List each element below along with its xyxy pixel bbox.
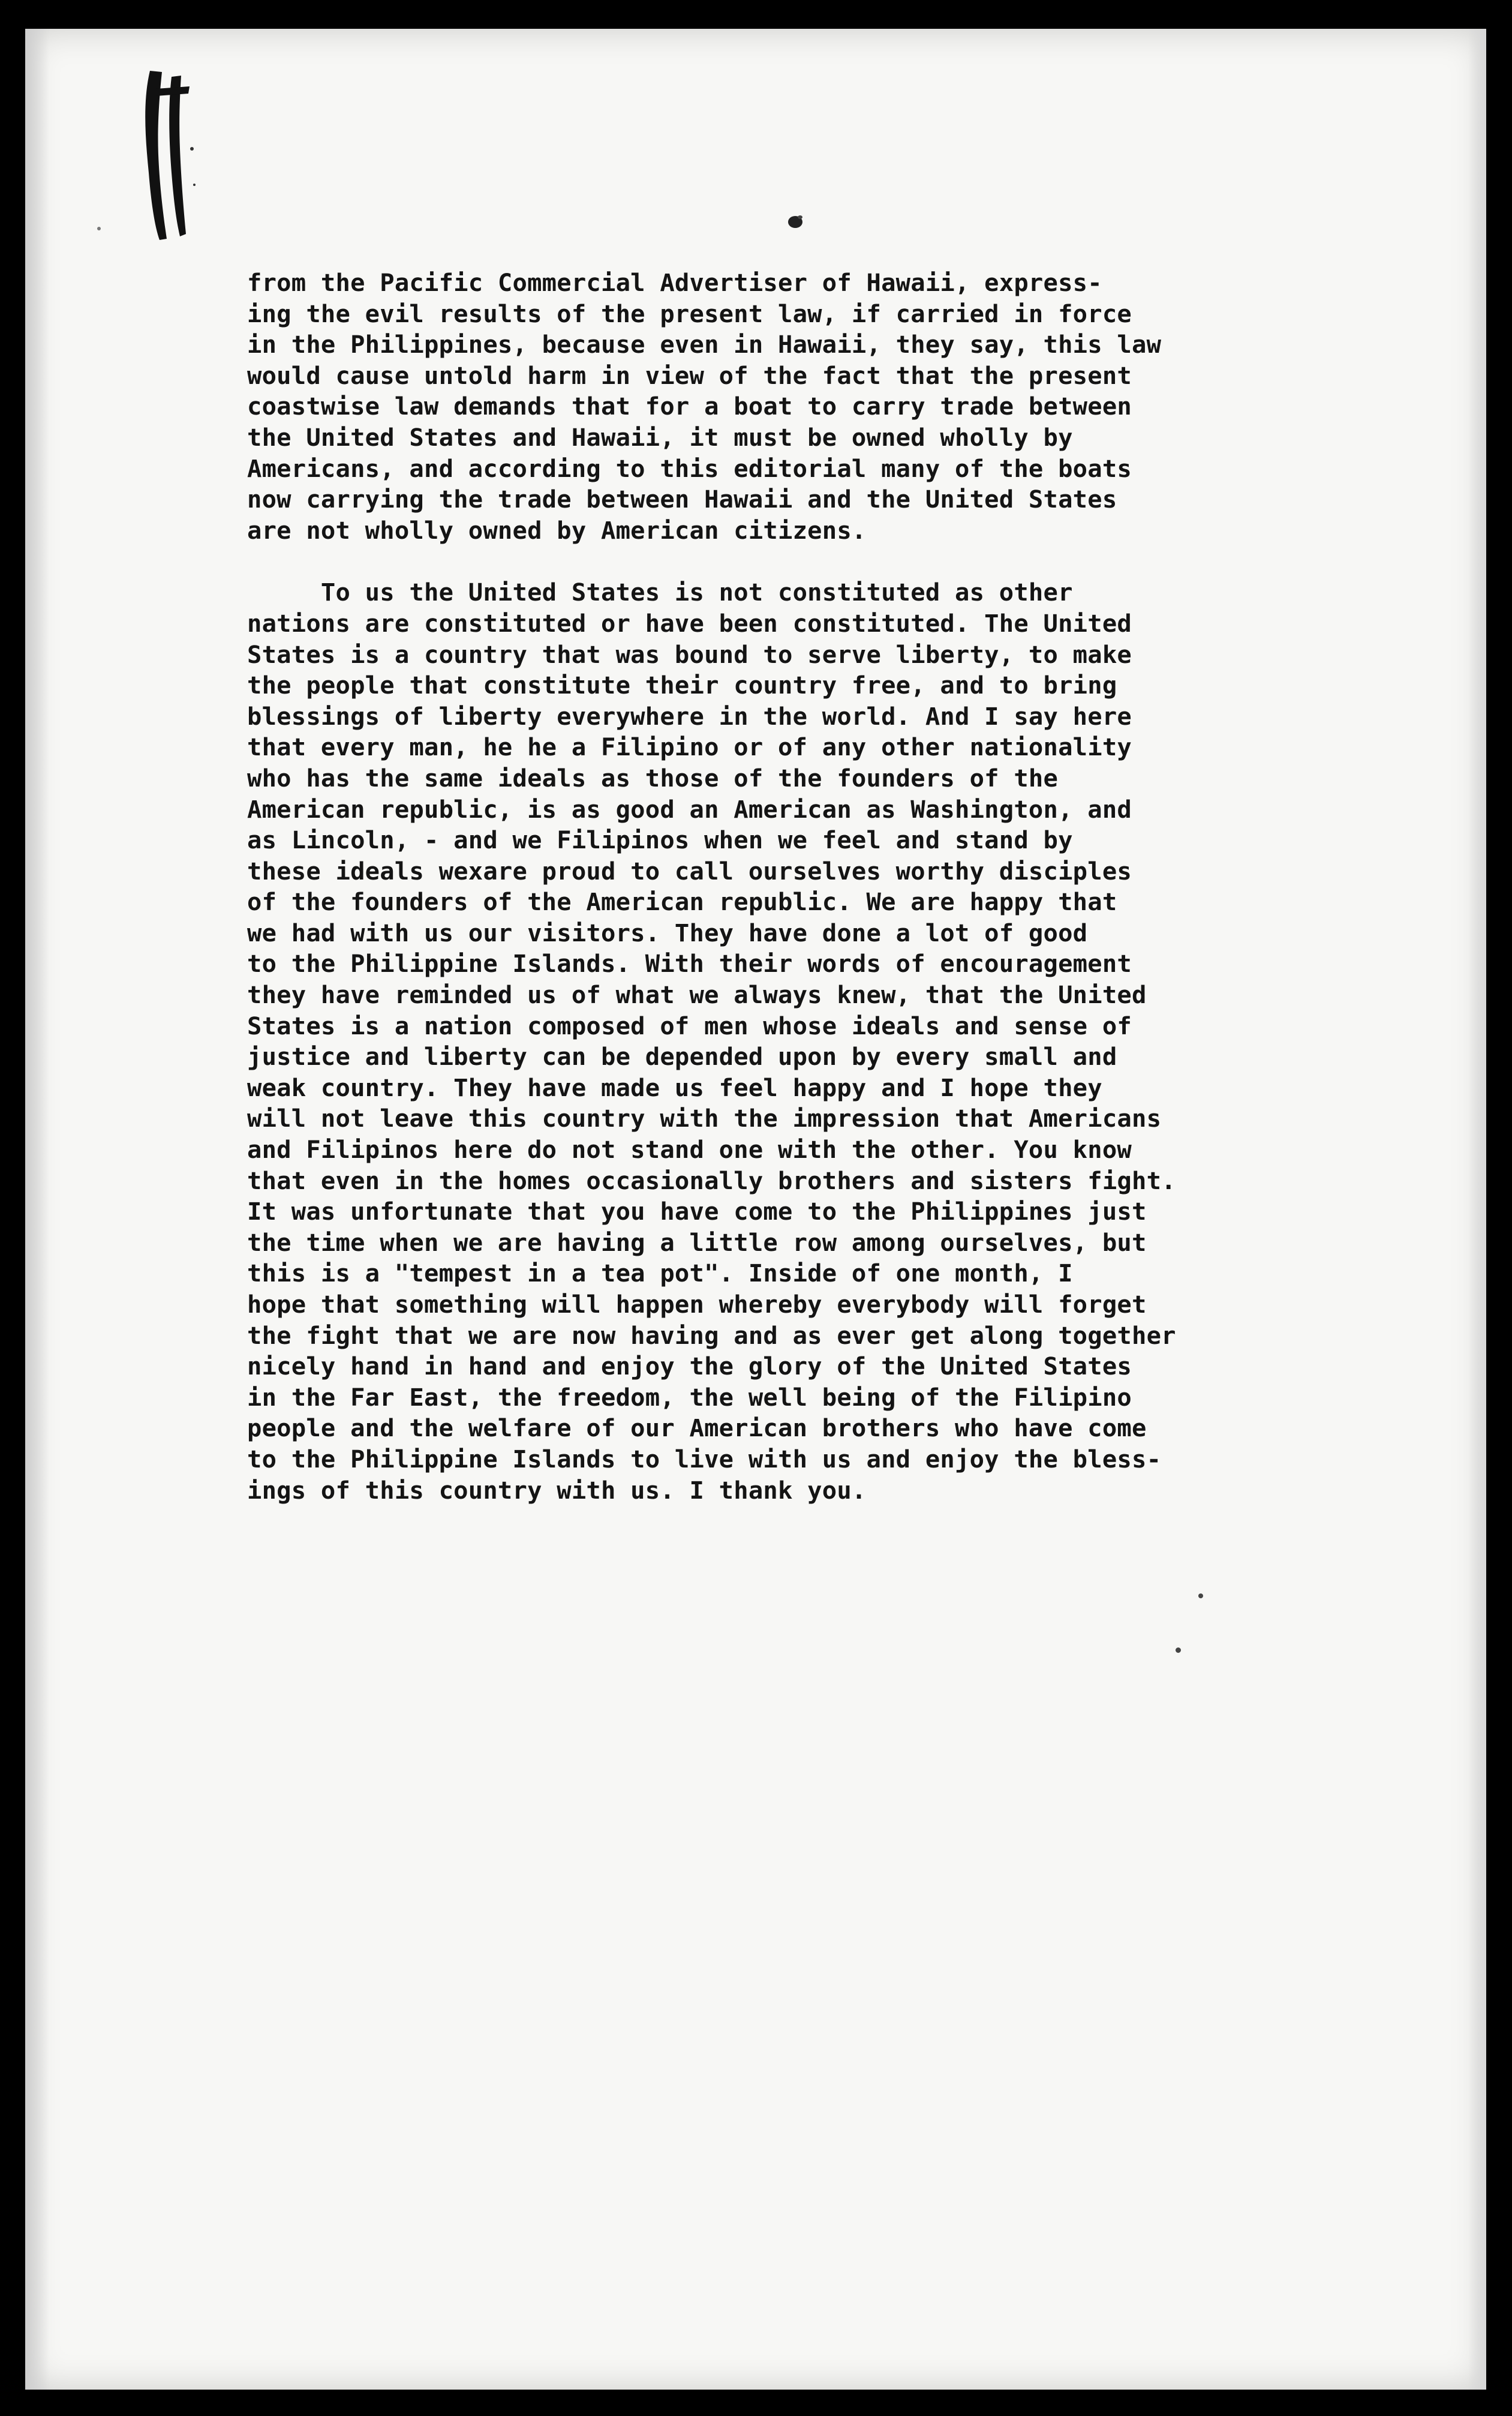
text-line: ings of this country with us. I thank you. (247, 1475, 867, 1505)
text-line: in the Philippines, because even in Hawaii, they say, this law (247, 330, 1162, 359)
paragraph (247, 577, 1441, 1506)
text-line: hope that something will happen whereby everybody will forget (247, 1290, 1147, 1319)
text-line: weak country. They have made us feel happy and I hope they (247, 1073, 1102, 1102)
text-line: that every man, he he a Filipino or of any other nationality (247, 733, 1132, 762)
text-line: nicely hand in hand and enjoy the glory of the United States (247, 1352, 1132, 1381)
text-line: States is a nation composed of men whose ideals and sense of (247, 1011, 1132, 1040)
ink-speck (1198, 1593, 1203, 1598)
text-line: blessings of liberty everywhere in the world. And I say here (247, 701, 1132, 731)
text-line: States is a country that was bound to serve liberty, to make (247, 640, 1132, 669)
document-page (25, 29, 1486, 2390)
text-line: would cause untold harm in view of the fact that the present (247, 361, 1132, 390)
text-line: this is a "tempest in a tea pot". Inside of one month, I (247, 1259, 1073, 1288)
paragraph-gap (247, 546, 1441, 577)
text-line: from the Pacific Commercial Advertiser of Hawaii, express- (247, 268, 1102, 297)
text-line: It was unfortunate that you have come to the Philippines just (247, 1197, 1147, 1226)
text-line: who has the same ideals as those of the founders of the (247, 763, 1059, 793)
ink-speck (1176, 1647, 1181, 1653)
text-line: ing the evil results of the present law, if carried in force (247, 299, 1132, 328)
text-line: the United States and Hawaii, it must be owned wholly by (247, 422, 1073, 452)
text-line: now carrying the trade between Hawaii and the United States (247, 485, 1117, 514)
text-line: nations are constituted or have been constituted. The United (247, 608, 1132, 638)
text-line: that even in the homes occasionally brothers and sisters fight. (247, 1166, 1176, 1195)
text-line: the fight that we are now having and as ever get along together (247, 1320, 1176, 1350)
text-line: the time when we are having a little row among ourselves, but (247, 1227, 1147, 1257)
ink-speck (97, 227, 101, 230)
text-line: will not leave this country with the impression that Americans (247, 1104, 1162, 1133)
page-edge-shadow-left (25, 29, 49, 2390)
text-line: we had with us our visitors. They have done a lot of good (247, 918, 1088, 947)
binding-clip-mark (132, 65, 198, 245)
text-line: of the founders of the American republic. We are happy that (247, 887, 1117, 917)
text-line: people and the welfare of our American brothers who have come (247, 1413, 1147, 1443)
text-line: as Lincoln, - and we Filipinos when we feel and stand by (247, 826, 1073, 855)
text-line: to the Philippine Islands to live with us and enjoy the bless- (247, 1444, 1162, 1473)
text-line: To us the United States is not constituted as other (247, 578, 1073, 607)
text-line: to the Philippine Islands. With their words of encouragement (247, 949, 1132, 979)
text-line: in the Far East, the freedom, the well being of the Filipino (247, 1382, 1132, 1412)
page-edge-shadow-right (1468, 29, 1486, 2390)
text-line: they have reminded us of what we always knew, that the United (247, 980, 1147, 1010)
text-line: are not wholly owned by American citizens. (247, 515, 867, 545)
text-line: and Filipinos here do not stand one with the other. You know (247, 1135, 1132, 1165)
paragraph (247, 268, 1441, 546)
document-body (247, 268, 1441, 1506)
text-line: American republic, is as good an American as Washington, and (247, 794, 1132, 824)
text-line: the people that constitute their country free, and to bring (247, 671, 1117, 700)
ink-blot-mark (782, 209, 808, 235)
text-line: Americans, and according to this editorial many of the boats (247, 454, 1132, 483)
text-line: these ideals wexare proud to call ourselves worthy disciples (247, 856, 1132, 886)
text-line: coastwise law demands that for a boat to carry trade between (247, 392, 1132, 421)
text-line: justice and liberty can be depended upon by every small and (247, 1042, 1117, 1072)
